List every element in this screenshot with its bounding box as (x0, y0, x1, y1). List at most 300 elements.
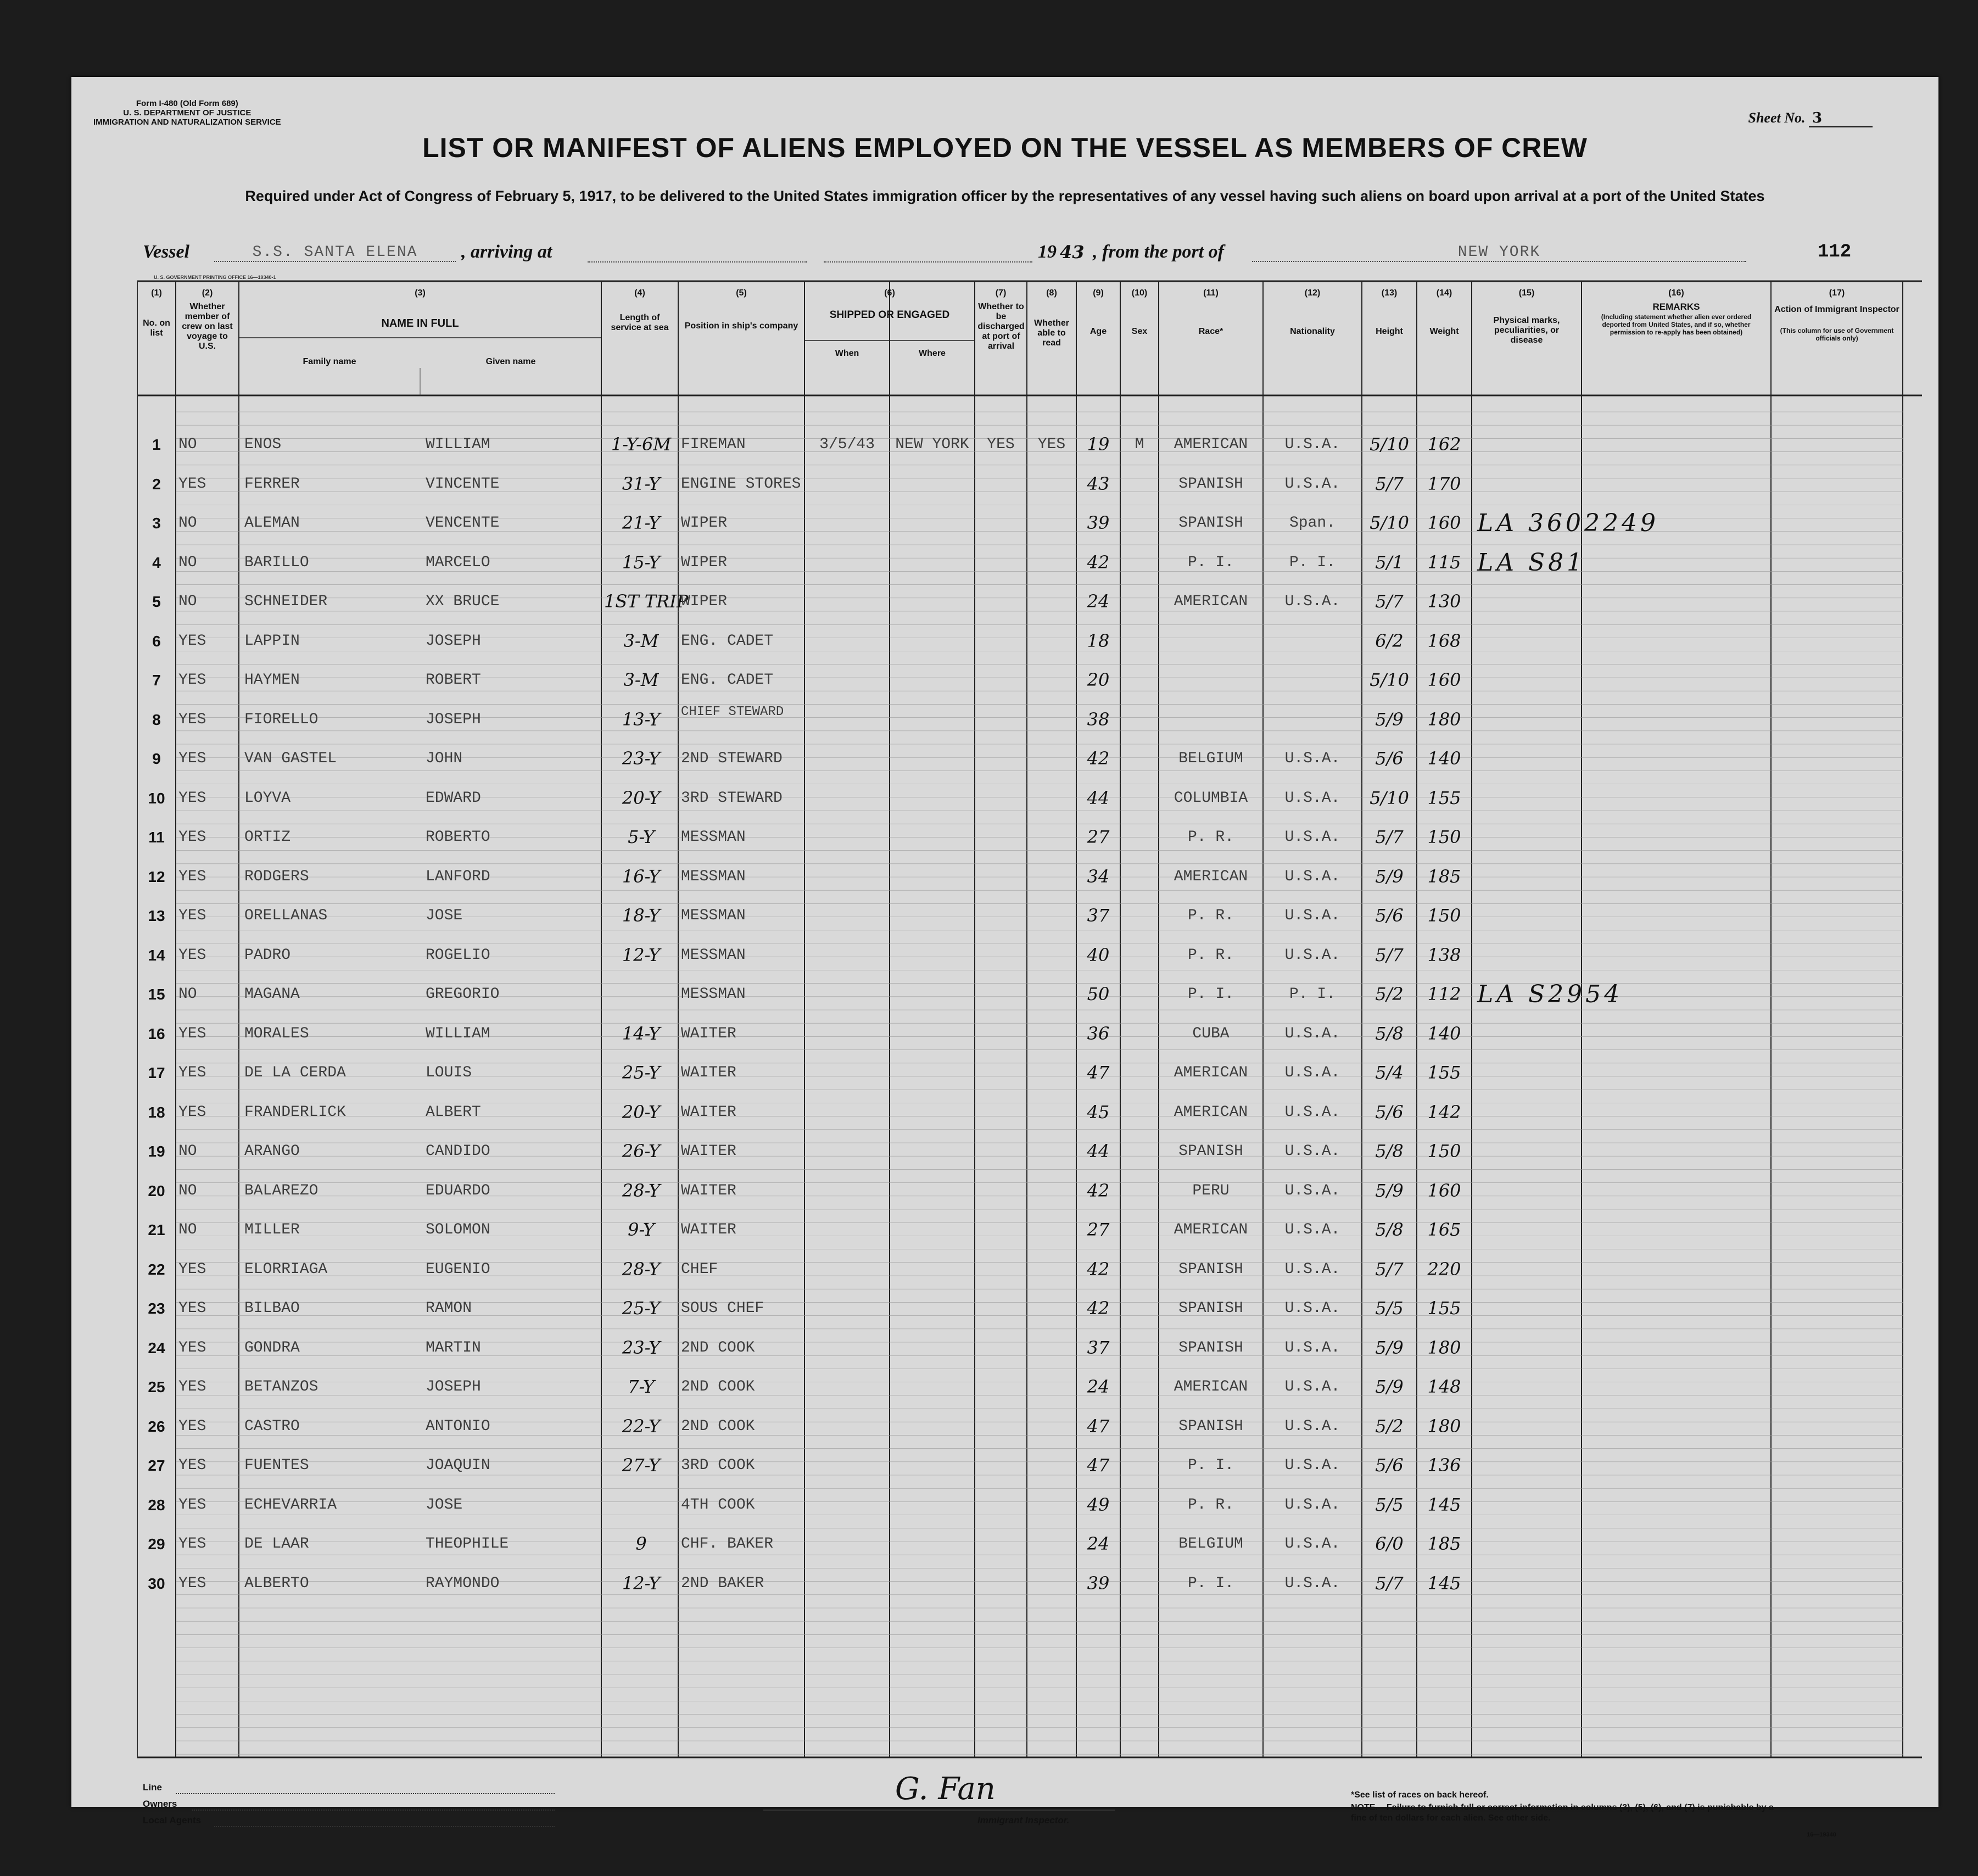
cell-member: YES (178, 1300, 206, 1317)
cell-position: CHIEF STEWARD (681, 704, 784, 719)
cell-height: 5/5 (1375, 1298, 1404, 1319)
cell-nationality: P. I. (1289, 554, 1336, 571)
cell-age: 47 (1087, 1455, 1110, 1476)
cell-service: 23-Y (622, 748, 661, 769)
cell-read: YES (1037, 436, 1066, 453)
cell-position: WAITER (681, 1143, 736, 1160)
table-row (137, 861, 1922, 899)
cell-height: 5/7 (1375, 827, 1404, 847)
cell-weight: 142 (1427, 1101, 1461, 1123)
table-row (137, 546, 1922, 585)
department-name: U. S. DEPARTMENT OF JUSTICE (123, 108, 252, 118)
cell-age: 40 (1087, 944, 1110, 965)
cell-position: WIPER (681, 554, 728, 571)
cell-no: 20 (148, 1182, 165, 1199)
header-nationality: Nationality (1290, 327, 1335, 336)
form-code: 16—19340 (1807, 1832, 1836, 1838)
cell-weight: 165 (1427, 1219, 1461, 1240)
header-age: Age (1089, 327, 1107, 336)
header-physical-marks: Physical marks, peculiarities, or disease (1493, 316, 1560, 345)
cell-given: WILLIAM (426, 1025, 490, 1042)
cell-position: 2ND BAKER (681, 1575, 764, 1592)
cell-height: 5/6 (1375, 748, 1404, 769)
cell-position: WIPER (681, 593, 728, 610)
cell-member: YES (178, 868, 206, 885)
cell-family: DE LA CERDA (244, 1064, 346, 1081)
cell-given: SOLOMON (426, 1221, 490, 1238)
penalty-note: NOTE.—Failure to furnish full or correct information in columns (3), (5), (6), and (7) is punishable by a fine of ten dollars for each alien. See other side. (1351, 1803, 1774, 1823)
cell-race: AMERICAN (1174, 1378, 1248, 1395)
cell-height: 5/7 (1375, 944, 1404, 965)
cell-nationality: U.S.A. (1284, 946, 1340, 964)
col-number: (10) (1131, 288, 1148, 298)
cell-age: 24 (1087, 591, 1110, 612)
cell-given: JOHN (426, 750, 463, 767)
crew-table (137, 280, 1922, 1785)
cell-weight: 145 (1427, 1494, 1461, 1515)
cell-no: 28 (148, 1496, 165, 1514)
cell-age: 20 (1087, 669, 1110, 690)
cell-weight: 162 (1427, 434, 1461, 455)
cell-age: 42 (1087, 1298, 1110, 1319)
cell-given: THEOPHILE (426, 1536, 509, 1553)
cell-service: 9 (635, 1533, 647, 1554)
cell-weight: 148 (1427, 1376, 1461, 1397)
cell-given: LOUIS (426, 1064, 472, 1081)
cell-height: 5/6 (1375, 905, 1404, 926)
cell-no: 1 (152, 436, 161, 453)
cell-weight: 140 (1427, 1023, 1461, 1044)
table-row (137, 782, 1922, 820)
cell-sex: M (1135, 436, 1144, 453)
arriving-label: , arriving at (461, 242, 552, 262)
cell-given: LANFORD (426, 868, 490, 885)
cell-height: 5/6 (1375, 1101, 1404, 1123)
cell-height: 5/10 (1370, 434, 1409, 455)
cell-member: NO (178, 986, 197, 1003)
races-note: *See list of races on back hereof. (1351, 1790, 1489, 1800)
cell-member: YES (178, 1457, 206, 1474)
cell-family: LOYVA (244, 789, 291, 807)
table-row (137, 1332, 1922, 1370)
cell-weight: 180 (1427, 1415, 1461, 1437)
owners-field[interactable] (192, 1810, 555, 1811)
cell-age: 42 (1087, 551, 1110, 573)
cell-family: ENOS (244, 436, 282, 453)
cell-position: WAITER (681, 1103, 736, 1121)
line-label: Line (143, 1782, 162, 1793)
cell-service: 1-Y-6M (611, 434, 672, 455)
cell-no: 16 (148, 1025, 165, 1042)
cell-service: 5-Y (628, 827, 655, 847)
cell-height: 5/7 (1375, 1572, 1404, 1594)
cell-height: 5/8 (1375, 1141, 1404, 1162)
cell-no: 25 (148, 1378, 165, 1395)
cell-service: 1ST TRIP (604, 591, 689, 612)
cell-given: VENCENTE (426, 515, 500, 532)
cell-position: 3RD COOK (681, 1457, 755, 1474)
table-row (137, 978, 1922, 1017)
cell-family: BILBAO (244, 1300, 300, 1317)
cell-service: 22-Y (622, 1415, 661, 1437)
cell-family: FRANDERLICK (244, 1103, 346, 1121)
cell-no: 9 (152, 750, 161, 767)
from-port-value: NEW YORK (1252, 244, 1746, 262)
cell-weight: 220 (1427, 1258, 1461, 1280)
table-row (137, 1057, 1922, 1095)
cell-member: YES (178, 632, 206, 650)
cell-member: NO (178, 1182, 197, 1199)
cell-height: 5/10 (1370, 669, 1409, 690)
cell-no: 15 (148, 986, 165, 1003)
cell-family: MILLER (244, 1221, 300, 1238)
cell-position: WAITER (681, 1025, 736, 1042)
cell-position: MESSMAN (681, 946, 746, 964)
col-number: (2) (202, 288, 213, 298)
cell-nationality: P. I. (1289, 986, 1336, 1003)
cell-age: 18 (1087, 630, 1110, 651)
cell-nationality: Span. (1289, 515, 1336, 532)
cell-weight: 138 (1427, 944, 1461, 965)
cell-position: WAITER (681, 1182, 736, 1199)
header-inspector-note: (This column for use of Government officials only) (1780, 327, 1894, 342)
cell-nationality: U.S.A. (1284, 1300, 1340, 1317)
cell-position: WAITER (681, 1221, 736, 1238)
cell-family: SCHNEIDER (244, 593, 328, 610)
cell-height: 6/2 (1375, 630, 1404, 651)
table-row (137, 1449, 1922, 1488)
cell-member: NO (178, 1221, 197, 1238)
table-row (137, 428, 1922, 467)
cell-age: 27 (1087, 827, 1110, 847)
document-title: LIST OR MANIFEST OF ALIENS EMPLOYED ON THE VESSEL AS MEMBERS OF CREW (422, 132, 1588, 163)
cell-given: XX BRUCE (426, 593, 500, 610)
signature-line (763, 1810, 1115, 1811)
cell-service: 15-Y (622, 551, 661, 573)
table-row (137, 900, 1922, 938)
cell-family: HAYMEN (244, 672, 300, 689)
cell-height: 5/9 (1375, 866, 1404, 887)
col-number: (12) (1304, 288, 1321, 298)
cell-race: P. R. (1187, 1496, 1234, 1514)
cell-given: JOSEPH (426, 632, 481, 650)
cell-race: SPANISH (1178, 1260, 1243, 1278)
cell-weight: 150 (1427, 827, 1461, 847)
cell-service: 28-Y (622, 1180, 661, 1201)
cell-age: 37 (1087, 905, 1110, 926)
cell-service: 21-Y (622, 512, 661, 533)
cell-family: MAGANA (244, 986, 300, 1003)
cell-position: FIREMAN (681, 436, 746, 453)
cell-age: 42 (1087, 1258, 1110, 1280)
header-remarks-note: (Including statement whether alien ever ordered deported from United States, and if so, whether permission to re-apply has been obtained) (1601, 313, 1752, 336)
cell-family: PADRO (244, 946, 291, 964)
cell-service: 31-Y (622, 473, 661, 494)
cell-family: FIORELLO (244, 711, 319, 728)
cell-height: 5/10 (1370, 512, 1409, 533)
cell-height: 5/10 (1370, 787, 1409, 808)
cell-weight: 155 (1427, 1298, 1461, 1319)
header-discharged: Whether to be discharged at port of arrival (977, 302, 1025, 351)
cell-weight: 155 (1427, 1062, 1461, 1083)
cell-member: NO (178, 436, 197, 453)
cell-height: 5/1 (1375, 551, 1404, 573)
table-row (137, 1253, 1922, 1292)
header-race: Race* (1198, 327, 1223, 336)
cell-service: 25-Y (622, 1062, 661, 1083)
header-inspector-action: Action of Immigrant Inspector (1774, 305, 1899, 314)
cell-position: 4TH COOK (681, 1496, 755, 1514)
cell-no: 6 (152, 632, 161, 650)
col-number: (8) (1046, 288, 1057, 298)
cell-given: RAMON (426, 1300, 472, 1317)
cell-nationality: U.S.A. (1284, 750, 1340, 767)
col-number: (5) (736, 288, 747, 298)
cell-given: JOSEPH (426, 711, 481, 728)
inspector-signature: G. Fan (895, 1771, 996, 1807)
cell-position: 2ND COOK (681, 1417, 755, 1435)
cell-age: 24 (1087, 1533, 1110, 1554)
table-row (137, 1371, 1922, 1409)
cell-service: 7-Y (628, 1376, 655, 1397)
cell-age: 34 (1087, 866, 1110, 887)
cell-age: 50 (1087, 984, 1110, 1004)
cell-race: BELGIUM (1178, 1536, 1243, 1553)
cell-no: 26 (148, 1417, 165, 1435)
cell-service: 12-Y (622, 944, 661, 965)
cell-position: 2ND STEWARD (681, 750, 783, 767)
table-row (137, 1528, 1922, 1566)
cell-given: WILLIAM (426, 436, 490, 453)
cell-position: 2ND COOK (681, 1378, 755, 1395)
cell-position: MESSMAN (681, 907, 746, 924)
cell-service: 25-Y (622, 1298, 661, 1319)
cell-service: 3-M (623, 630, 659, 651)
cell-age: 24 (1087, 1376, 1110, 1397)
table-row (137, 1135, 1922, 1174)
year-value: 43 (1060, 242, 1085, 263)
header-where: Where (919, 349, 946, 358)
cell-age: 47 (1087, 1062, 1110, 1083)
cell-member: YES (178, 1536, 206, 1553)
col-number: (9) (1093, 288, 1104, 298)
cell-weight: 115 (1427, 551, 1461, 573)
cell-race: P. R. (1187, 907, 1234, 924)
col-number: (11) (1203, 288, 1219, 298)
cell-service: 12-Y (622, 1572, 661, 1594)
cell-height: 5/6 (1375, 1455, 1404, 1476)
cell-position: MESSMAN (681, 868, 746, 885)
cell-member: YES (178, 946, 206, 964)
table-row (137, 1175, 1922, 1213)
line-field[interactable] (176, 1793, 555, 1794)
col-number: (15) (1518, 288, 1535, 298)
header-family-name: Family name (303, 357, 356, 366)
cell-race: AMERICAN (1174, 1064, 1248, 1081)
cell-weight: 160 (1427, 512, 1461, 533)
cell-age: 42 (1087, 748, 1110, 769)
cell-family: DE LAAR (244, 1536, 309, 1553)
cell-given: GREGORIO (426, 986, 500, 1003)
cell-nationality: U.S.A. (1284, 593, 1340, 610)
cell-given: EUGENIO (426, 1260, 490, 1278)
cell-height: 5/4 (1375, 1062, 1404, 1083)
header-name-in-full: NAME IN FULL (381, 317, 459, 330)
cell-no: 5 (152, 593, 161, 610)
cell-no: 2 (152, 475, 161, 493)
cell-given: VINCENTE (426, 475, 500, 493)
cell-position: SOUS CHEF (681, 1300, 764, 1317)
owners-label: Owners (143, 1799, 177, 1809)
printer-line: U. S. GOVERNMENT PRINTING OFFICE 16—19340-1 (154, 275, 276, 280)
cell-position: WIPER (681, 515, 728, 532)
table-row (137, 625, 1922, 663)
cell-height: 5/7 (1375, 591, 1404, 612)
cell-race: AMERICAN (1174, 1103, 1248, 1121)
cell-family: ORELLANAS (244, 907, 328, 924)
local-agents-field[interactable] (214, 1826, 555, 1827)
arriving-port (588, 244, 807, 263)
cell-height: 5/7 (1375, 1258, 1404, 1280)
cell-age: 44 (1087, 1141, 1110, 1162)
cell-given: MARCELO (426, 554, 490, 571)
cell-weight: 145 (1427, 1572, 1461, 1594)
col-number: (3) (415, 288, 426, 298)
cell-race: P. I. (1187, 1457, 1234, 1474)
cell-family: BALAREZO (244, 1182, 319, 1199)
table-row (137, 742, 1922, 781)
cell-given: JOSEPH (426, 1378, 481, 1395)
cell-race: SPANISH (1178, 475, 1243, 493)
sheet-number-value: 3 (1809, 110, 1873, 127)
cell-no: 10 (148, 789, 165, 807)
cell-remarks: LA S81 (1477, 548, 1586, 577)
page-number: 112 (1818, 242, 1852, 263)
cell-no: 12 (148, 868, 165, 885)
cell-member: YES (178, 672, 206, 689)
cell-given: EDWARD (426, 789, 481, 807)
cell-service: 28-Y (622, 1258, 661, 1280)
cell-weight: 168 (1427, 630, 1461, 651)
cell-remarks: LA 3602249 (1477, 509, 1659, 537)
cell-nationality: U.S.A. (1284, 1221, 1340, 1238)
cell-nationality: U.S.A. (1284, 1339, 1340, 1356)
cell-service: 9-Y (628, 1219, 655, 1240)
cell-service: 13-Y (622, 708, 661, 730)
cell-position: 2ND COOK (681, 1339, 755, 1356)
sheet-number (1748, 110, 1873, 127)
cell-nationality: U.S.A. (1284, 1025, 1340, 1042)
vessel-name: S.S. SANTA ELENA (214, 244, 456, 262)
from-port-label: , from the port of (1093, 242, 1224, 262)
cell-service: 14-Y (622, 1023, 661, 1044)
cell-service: 3-M (623, 669, 659, 690)
cell-race: CUBA (1192, 1025, 1230, 1042)
cell-age: 19 (1087, 434, 1110, 455)
cell-nationality: U.S.A. (1284, 1143, 1340, 1160)
cell-no: 21 (148, 1221, 165, 1238)
cell-given: ROBERTO (426, 829, 490, 846)
cell-height: 5/8 (1375, 1023, 1404, 1044)
col-number: (13) (1381, 288, 1398, 298)
cell-service: 20-Y (622, 787, 661, 808)
cell-nationality: U.S.A. (1284, 1182, 1340, 1199)
header-given-name: Given name (485, 357, 536, 366)
cell-weight: 185 (1427, 1533, 1461, 1554)
inspector-label: Immigrant Inspector. (977, 1815, 1070, 1825)
cell-family: VAN GASTEL (244, 750, 337, 767)
cell-race: BELGIUM (1178, 750, 1243, 767)
cell-no: 30 (148, 1575, 165, 1592)
cell-no: 19 (148, 1143, 165, 1160)
cell-age: 37 (1087, 1337, 1110, 1358)
cell-race: SPANISH (1178, 1417, 1243, 1435)
cell-family: LAPPIN (244, 632, 300, 650)
table-row (137, 1567, 1922, 1606)
cell-member: YES (178, 475, 206, 493)
header-no-on-list: No. on list (143, 319, 170, 338)
header-member-of-crew: Whether member of crew on last voyage to U.S. (182, 302, 233, 351)
cell-age: 38 (1087, 708, 1110, 730)
table-row (137, 1214, 1922, 1252)
cell-height: 5/9 (1375, 1180, 1404, 1201)
cell-weight: 150 (1427, 905, 1461, 926)
col-number: (17) (1829, 288, 1845, 298)
cell-weight: 170 (1427, 473, 1461, 494)
cell-position: ENG. CADET (681, 632, 774, 650)
cell-member: YES (178, 1025, 206, 1042)
cell-no: 29 (148, 1536, 165, 1553)
cell-member: YES (178, 1575, 206, 1592)
cell-age: 27 (1087, 1219, 1110, 1240)
table-row (137, 507, 1922, 545)
cell-service: 18-Y (622, 905, 661, 926)
cell-nationality: U.S.A. (1284, 1064, 1340, 1081)
cell-given: MARTIN (426, 1339, 481, 1356)
manifest-sheet (71, 77, 1938, 1838)
table-row (137, 704, 1922, 742)
table-row (137, 1018, 1922, 1056)
cell-service: 16-Y (622, 866, 661, 887)
cell-given: ALBERT (426, 1103, 481, 1121)
cell-family: BARILLO (244, 554, 309, 571)
cell-family: CASTRO (244, 1417, 300, 1435)
cell-nationality: U.S.A. (1284, 829, 1340, 846)
cell-race: P. I. (1187, 554, 1234, 571)
cell-position: ENGINE STORES (681, 475, 801, 493)
cell-race: SPANISH (1178, 1300, 1243, 1317)
cell-height: 5/2 (1375, 984, 1404, 1004)
cell-no: 22 (148, 1260, 165, 1278)
cell-weight: 160 (1427, 669, 1461, 690)
cell-age: 47 (1087, 1415, 1110, 1437)
cell-given: JOSE (426, 907, 463, 924)
table-row (137, 939, 1922, 978)
cell-member: YES (178, 750, 206, 767)
cell-service: 20-Y (622, 1101, 661, 1123)
cell-race: P. I. (1187, 1575, 1234, 1592)
cell-member: YES (178, 829, 206, 846)
header-able-to-read: Whether able to read (1034, 319, 1069, 348)
cell-member: YES (178, 1417, 206, 1435)
cell-race: AMERICAN (1174, 593, 1248, 610)
cell-height: 5/5 (1375, 1494, 1404, 1515)
year-prefix: 19 (1038, 242, 1057, 262)
cell-nationality: U.S.A. (1284, 1417, 1340, 1435)
cell-position: MESSMAN (681, 986, 746, 1003)
cell-height: 5/8 (1375, 1219, 1404, 1240)
cell-age: 43 (1087, 473, 1110, 494)
